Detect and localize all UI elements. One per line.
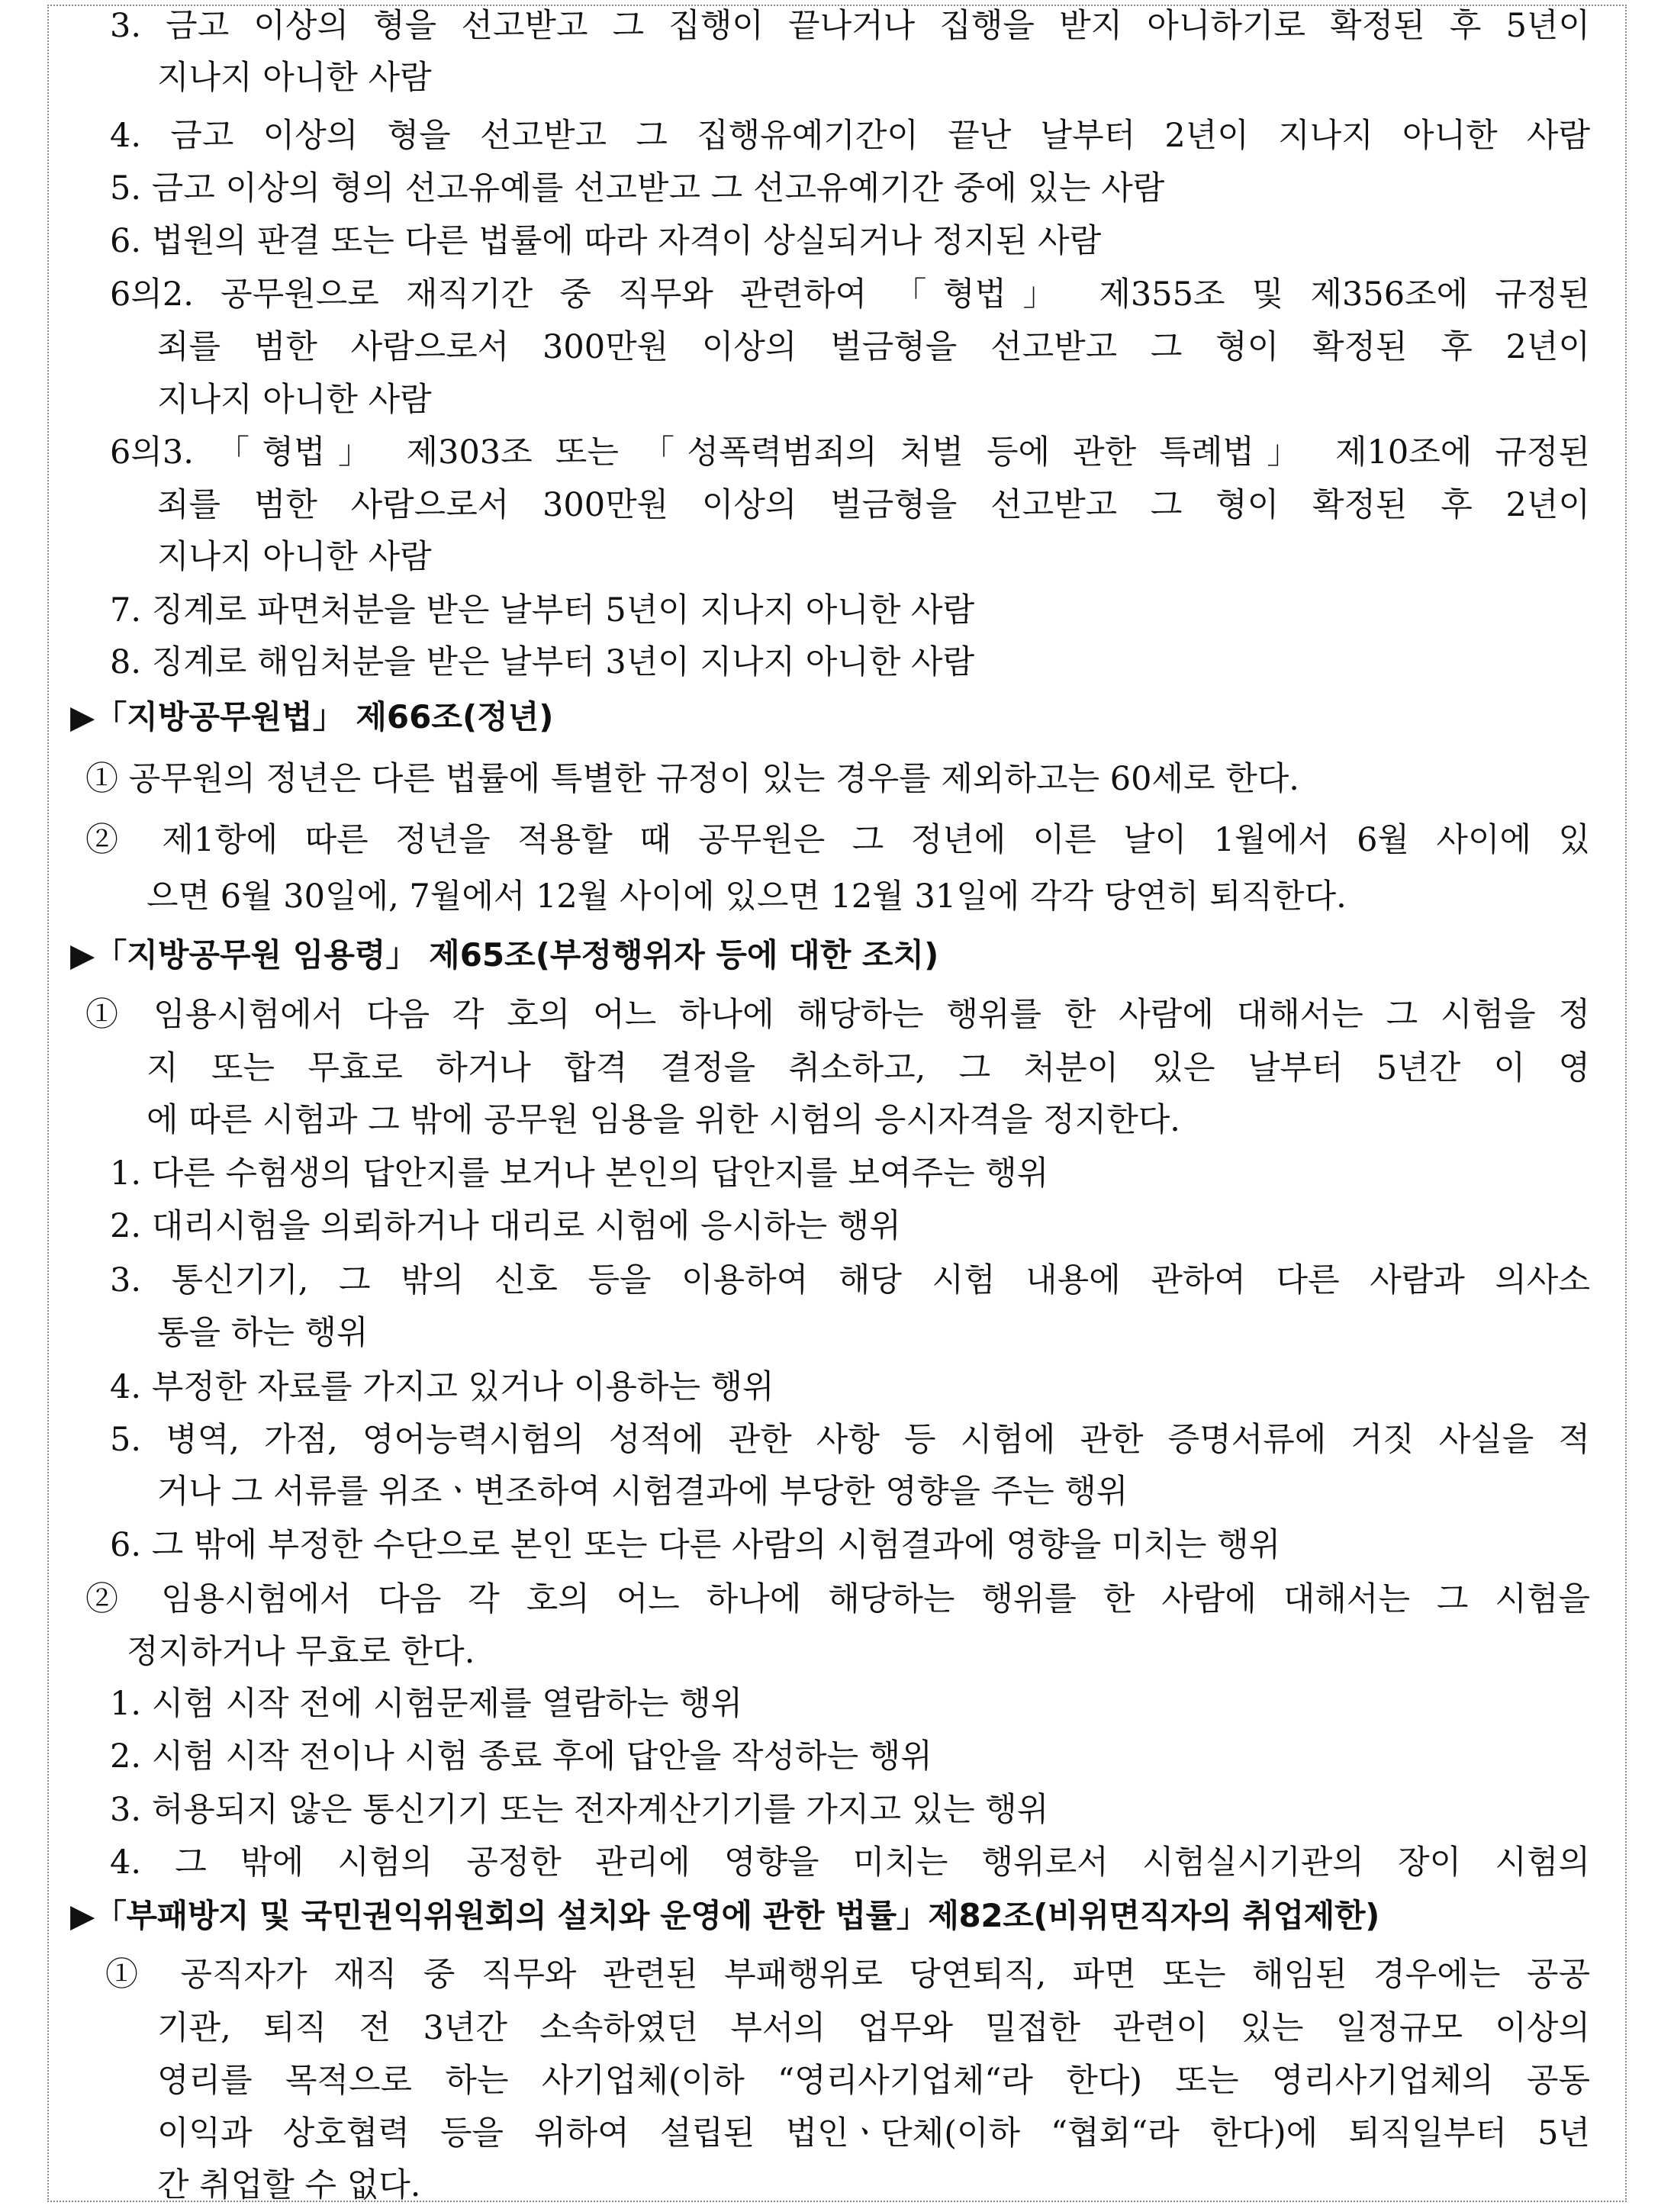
paragraph-continuation: 이익과 상호협력 등을 위하여 설립된 법인ㆍ단체(이하 “협회“라 한다)에 퇴직일부터 5년: [157, 2114, 1590, 2152]
list-item-continuation: 지나지 아니한 사람: [157, 538, 432, 576]
section-heading: ▶「부패방지 및 국민권익위원회의 설치와 운영에 관한 법률」제82조(비위면직자의 취업제한): [70, 1897, 1379, 1934]
list-item: 4. 그 밖에 시험의 공정한 관리에 영향을 미치는 행위로서 시험실시기관의 장이 시험의: [110, 1843, 1590, 1882]
list-item-continuation: 통을 하는 행위: [157, 1314, 369, 1352]
list-item: 6. 법원의 판결 또는 다른 법률에 따라 자격이 상실되거나 정지된 사람: [110, 222, 1102, 260]
paragraph: ② 제1항에 따른 정년을 적용할 때 공무원은 그 정년에 이른 날이 1월에서 6월 사이에 있: [85, 821, 1590, 859]
paragraph-continuation: 기관, 퇴직 전 3년간 소속하였던 부서의 업무와 밀접한 관련이 있는 일정규모 이상의: [157, 2009, 1590, 2047]
list-item-continuation: 죄를 범한 사람으로서 300만원 이상의 벌금형을 선고받고 그 형이 확정된 후 2년이: [157, 328, 1590, 366]
list-item: 1. 시험 시작 전에 시험문제를 열람하는 행위: [110, 1685, 743, 1723]
list-item: 4. 부정한 자료를 가지고 있거나 이용하는 행위: [110, 1368, 774, 1406]
list-item: 2. 시험 시작 전이나 시험 종료 후에 답안을 작성하는 행위: [110, 1737, 932, 1776]
list-item-continuation: 죄를 범한 사람으로서 300만원 이상의 벌금형을 선고받고 그 형이 확정된 후 2년이: [157, 486, 1590, 524]
section-heading: ▶「지방공무원 임용령」 제65조(부정행위자 등에 대한 조치): [70, 936, 939, 974]
list-item-continuation: 지나지 아니한 사람: [157, 59, 432, 97]
list-item: 5. 금고 이상의 형의 선고유예를 선고받고 그 선고유예기간 중에 있는 사람: [110, 169, 1165, 208]
list-item: 8. 징계로 해임처분을 받은 날부터 3년이 지나지 아니한 사람: [110, 643, 975, 681]
list-item: 2. 대리시험을 의뢰하거나 대리로 시험에 응시하는 행위: [110, 1207, 901, 1245]
list-item: 4. 금고 이상의 형을 선고받고 그 집행유예기간이 끝난 날부터 2년이 지나지 아니한 사람: [110, 117, 1590, 155]
paragraph: ① 공직자가 재직 중 직무와 관련된 부패행위로 당연퇴직, 파면 또는 해임된 경우에는 공공: [105, 1956, 1590, 1994]
paragraph: ② 임용시험에서 다음 각 호의 어느 하나에 해당하는 행위를 한 사람에 대해서는 그 시험을: [85, 1580, 1590, 1618]
section-heading: ▶「지방공무원법」 제66조(정년): [70, 698, 554, 736]
list-item-continuation: 거나 그 서류를 위조ㆍ변조하여 시험결과에 부당한 영향을 주는 행위: [157, 1473, 1128, 1511]
paragraph-continuation: 으면 6월 30일에, 7월에서 12월 사이에 있으면 12월 31일에 각각 당연히 퇴직한다.: [146, 877, 1347, 916]
list-item: 3. 통신기기, 그 밖의 신호 등을 이용하여 해당 시험 내용에 관하여 다른 사람과 의사소: [110, 1261, 1590, 1299]
list-item: 6. 그 밖에 부정한 수단으로 본인 또는 다른 사람의 시험결과에 영향을 미치는 행위: [110, 1526, 1281, 1564]
paragraph-continuation: 지 또는 무효로 하거나 합격 결정을 취소하고, 그 처분이 있은 날부터 5년간 이 영: [146, 1049, 1590, 1087]
list-item: 6의2. 공무원으로 재직기간 중 직무와 관련하여 「형법」 제355조 및 제356조에 규정된: [110, 275, 1590, 314]
list-item: 5. 병역, 가점, 영어능력시험의 성적에 관한 사항 등 시험에 관한 증명서류에 거짓 사실을 적: [110, 1421, 1590, 1459]
list-item-continuation: 지나지 아니한 사람: [157, 381, 432, 419]
paragraph: ① 공무원의 정년은 다른 법률에 특별한 규정이 있는 경우를 제외하고는 60세로 한다.: [85, 760, 1299, 798]
list-item: 6의3. 「형법」 제303조 또는 「성폭력범죄의 처벌 등에 관한 특례법」 제10조에 규정된: [110, 433, 1590, 472]
paragraph-continuation: 영리를 목적으로 하는 사기업체(이하 “영리사기업체“라 한다) 또는 영리사기업체의 공동: [157, 2062, 1590, 2100]
list-item: 3. 허용되지 않은 통신기기 또는 전자계산기기를 가지고 있는 행위: [110, 1791, 1049, 1829]
paragraph-continuation: 간 취업할 수 없다.: [157, 2166, 421, 2204]
paragraph: ① 임용시험에서 다음 각 호의 어느 하나에 해당하는 행위를 한 사람에 대해서는 그 시험을 정: [85, 996, 1590, 1034]
paragraph-continuation: 정지하거나 무효로 한다.: [127, 1633, 475, 1671]
list-item: 3. 금고 이상의 형을 선고받고 그 집행이 끝나거나 집행을 받지 아니하기로 확정된 후 5년이: [110, 7, 1590, 45]
list-item: 7. 징계로 파면처분을 받은 날부터 5년이 지나지 아니한 사람: [110, 591, 975, 629]
paragraph-continuation: 에 따른 시험과 그 밖에 공무원 임용을 위한 시험의 응시자격을 정지한다.: [146, 1101, 1180, 1139]
list-item: 1. 다른 수험생의 답안지를 보거나 본인의 답안지를 보여주는 행위: [110, 1154, 1049, 1193]
